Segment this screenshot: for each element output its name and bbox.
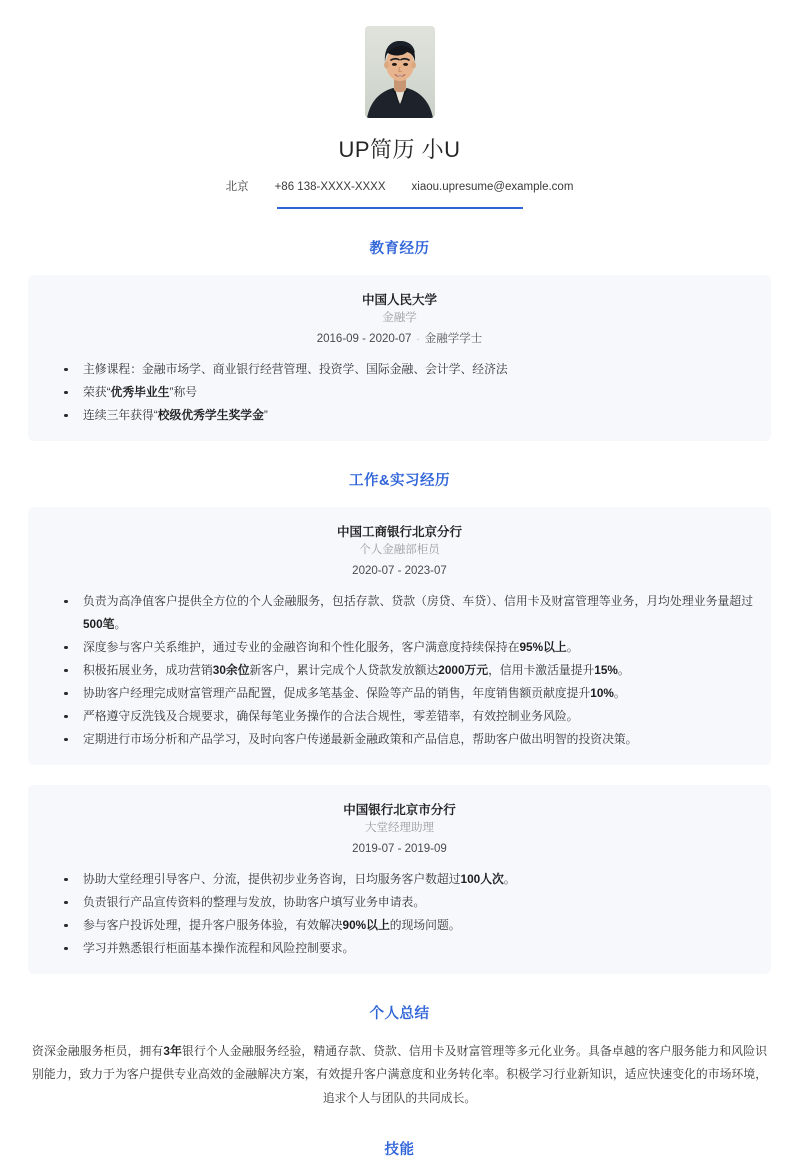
list-item: 学习并熟悉银行柜面基本操作流程和风险控制要求。 [46,937,753,960]
list-item: 协助客户经理完成财富管理产品配置，促成多笔基金、保险等产品的销售，年度销售额贡献度提升10%。 [46,682,753,705]
section-title-summary: 个人总结 [369,1005,430,1022]
avatar-wrapper [28,26,771,118]
list-item: 荣获“优秀毕业生”称号 [46,381,753,404]
list-item: 负责为高净值客户提供全方位的个人金融服务，包括存款、贷款（房贷、车贷）、信用卡及财富管理等业务，月均处理业务量超过500笔。 [46,590,753,636]
entry-degree: 金融学学士 [424,332,483,345]
list-item: 参与客户投诉处理，提升客户服务体验，有效解决90%以上的现场问题。 [46,914,753,937]
contact-row [28,179,771,195]
section-skills [28,1110,771,1159]
section-work [28,441,771,974]
list-item: 主修课程：金融市场学、商业银行经营管理、投资学、国际金融、会计学、经济法 [46,358,753,381]
meta-separator: · [416,333,420,345]
entry-meta [46,561,753,582]
entry-header [46,291,753,350]
entry-meta [46,839,753,860]
bullet-list [46,590,753,751]
avatar [365,26,435,118]
contact-phone: +86 138-XXXX-XXXX [274,180,386,193]
bullet-list [46,358,753,427]
list-item: 负责银行产品宣传资料的整理与发放，协助客户填写业务申请表。 [46,891,753,914]
section-summary [28,974,771,1111]
entry-organization: 中国工商银行北京分行 [336,524,462,539]
entry-role: 金融学 [382,312,417,325]
contact-email: xiaou.upresume@example.com [411,180,574,193]
entry-date: 2019-07 - 2019-09 [352,842,447,855]
entry-organization: 中国银行北京市分行 [343,802,456,817]
list-item: 积极拓展业务，成功营销30余位新客户，累计完成个人贷款发放额达2000万元，信用卡激活量提升15%。 [46,659,753,682]
entry-role: 大堂经理助理 [365,822,434,835]
education-entry [28,275,771,441]
page-title: UP简历 小U [338,137,461,162]
entry-date: 2016-09 - 2020-07 [316,332,412,345]
section-title-education: 教育经历 [369,240,430,257]
entry-meta [46,329,753,350]
section-title-skills: 技能 [384,1142,415,1159]
resume-header [28,0,771,209]
section-education [28,209,771,441]
list-item: 定期进行市场分析和产品学习，及时向客户传递最新金融政策和产品信息，帮助客户做出明智的投资决策。 [46,728,753,751]
entry-header [46,523,753,582]
entry-organization: 中国人民大学 [361,292,437,307]
contact-location: 北京 [225,180,249,193]
entry-role: 个人金融部柜员 [359,544,440,557]
work-entry [28,785,771,974]
entry-date: 2020-07 - 2023-07 [352,564,447,577]
bullet-list [46,868,753,960]
list-item: 连续三年获得“校级优秀学生奖学金” [46,404,753,427]
entry-header [46,801,753,860]
summary-paragraph: 资深金融服务柜员，拥有3年银行个人金融服务经验，精通存款、贷款、信用卡及财富管理等多元化业务。具备卓越的客户服务能力和风险识别能力，致力于为客户提供专业高效的金融解决方案，有效提升客户满意度和业务转化率。积极学习行业新知识，适应快速变化的市场环境，追求个人与团队的共同成长。 [32,1043,767,1105]
section-title-work: 工作&实习经历 [349,472,450,489]
list-item: 协助大堂经理引导客户、分流，提供初步业务咨询，日均服务客户数超过100人次。 [46,868,753,891]
work-entry [28,507,771,765]
list-item: 严格遵守反洗钱及合规要求，确保每笔业务操作的合法合规性，零差错率，有效控制业务风险。 [46,705,753,728]
list-item: 深度参与客户关系维护，通过专业的金融咨询和个性化服务，客户满意度持续保持在95%以上。 [46,636,753,659]
